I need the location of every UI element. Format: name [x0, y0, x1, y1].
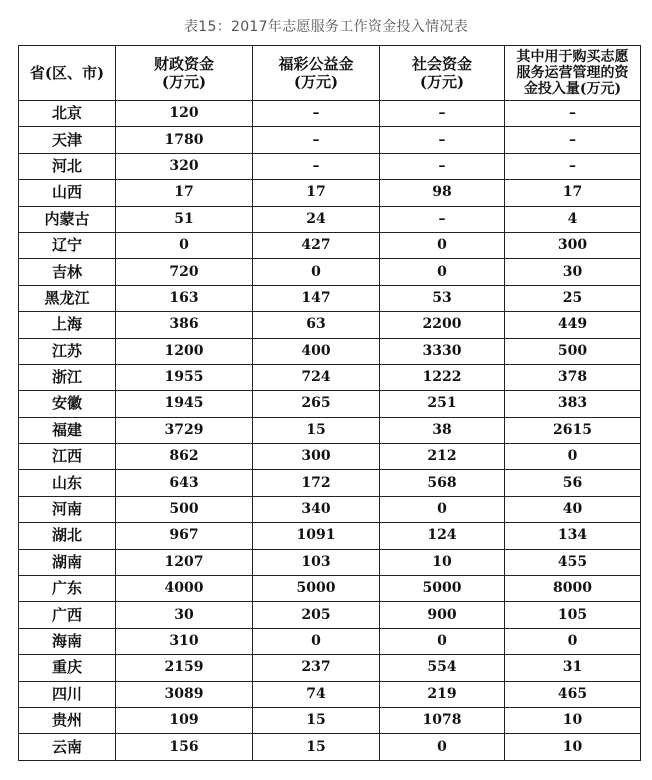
- cell-purchase-funds: 465: [505, 681, 641, 707]
- table-row: [19, 391, 641, 417]
- cell-purchase-funds: 383: [505, 391, 641, 417]
- cell-social-funds: 219: [380, 681, 505, 707]
- header-row: [19, 46, 641, 101]
- cell-province: 四川: [19, 681, 116, 707]
- header-lottery-funds: [253, 46, 380, 101]
- cell-province: 湖北: [19, 523, 116, 549]
- cell-fiscal-funds: 310: [116, 628, 253, 654]
- cell-fiscal-funds: 967: [116, 523, 253, 549]
- cell-purchase-funds: 455: [505, 549, 641, 575]
- cell-province: 内蒙古: [19, 206, 116, 232]
- cell-province: 重庆: [19, 655, 116, 681]
- cell-fiscal-funds: 30: [116, 602, 253, 628]
- cell-fiscal-funds: 109: [116, 707, 253, 733]
- cell-social-funds: –: [380, 101, 505, 127]
- cell-social-funds: –: [380, 127, 505, 153]
- table-row: [19, 259, 641, 285]
- cell-fiscal-funds: 1200: [116, 338, 253, 364]
- cell-province: 江西: [19, 444, 116, 470]
- cell-province: 浙江: [19, 364, 116, 390]
- cell-province: 贵州: [19, 707, 116, 733]
- cell-social-funds: 5000: [380, 576, 505, 602]
- cell-social-funds: 53: [380, 285, 505, 311]
- cell-lottery-funds: 74: [253, 681, 380, 707]
- cell-purchase-funds: 10: [505, 734, 641, 760]
- cell-fiscal-funds: 643: [116, 470, 253, 496]
- table-row: [19, 206, 641, 232]
- cell-social-funds: 124: [380, 523, 505, 549]
- cell-fiscal-funds: 862: [116, 444, 253, 470]
- cell-social-funds: 38: [380, 417, 505, 443]
- cell-social-funds: 0: [380, 232, 505, 258]
- cell-fiscal-funds: 0: [116, 232, 253, 258]
- table-row: [19, 127, 641, 153]
- cell-social-funds: 3330: [380, 338, 505, 364]
- cell-fiscal-funds: 51: [116, 206, 253, 232]
- cell-social-funds: 2200: [380, 312, 505, 338]
- cell-fiscal-funds: 163: [116, 285, 253, 311]
- table-row: [19, 602, 641, 628]
- cell-lottery-funds: 147: [253, 285, 380, 311]
- cell-lottery-funds: 0: [253, 628, 380, 654]
- table-row: [19, 364, 641, 390]
- header-purchase-funds: [505, 46, 641, 101]
- cell-fiscal-funds: 2159: [116, 655, 253, 681]
- table-row: [19, 681, 641, 707]
- cell-purchase-funds: 300: [505, 232, 641, 258]
- cell-fiscal-funds: 386: [116, 312, 253, 338]
- cell-purchase-funds: 25: [505, 285, 641, 311]
- table-row: [19, 232, 641, 258]
- table-row: [19, 470, 641, 496]
- cell-social-funds: 98: [380, 180, 505, 206]
- table-row: [19, 417, 641, 443]
- cell-province: 湖南: [19, 549, 116, 575]
- cell-province: 广东: [19, 576, 116, 602]
- cell-province: 福建: [19, 417, 116, 443]
- cell-lottery-funds: 1091: [253, 523, 380, 549]
- cell-social-funds: –: [380, 153, 505, 179]
- cell-province: 北京: [19, 101, 116, 127]
- table-row: [19, 180, 641, 206]
- header-purchase-funds-line-2: 服务运营管理的资: [516, 65, 629, 81]
- cell-lottery-funds: 205: [253, 602, 380, 628]
- cell-province: 山东: [19, 470, 116, 496]
- table-row: [19, 655, 641, 681]
- header-social-funds-unit: (万元): [419, 73, 465, 91]
- cell-purchase-funds: 30: [505, 259, 641, 285]
- cell-lottery-funds: 724: [253, 364, 380, 390]
- cell-lottery-funds: 172: [253, 470, 380, 496]
- cell-province: 辽宁: [19, 232, 116, 258]
- cell-purchase-funds: 2615: [505, 417, 641, 443]
- cell-purchase-funds: 0: [505, 628, 641, 654]
- cell-province: 江苏: [19, 338, 116, 364]
- table-row: [19, 153, 641, 179]
- cell-lottery-funds: –: [253, 127, 380, 153]
- cell-fiscal-funds: 320: [116, 153, 253, 179]
- cell-fiscal-funds: 156: [116, 734, 253, 760]
- cell-fiscal-funds: 4000: [116, 576, 253, 602]
- cell-fiscal-funds: 3729: [116, 417, 253, 443]
- cell-lottery-funds: 15: [253, 734, 380, 760]
- cell-lottery-funds: 340: [253, 496, 380, 522]
- cell-purchase-funds: 8000: [505, 576, 641, 602]
- cell-lottery-funds: 0: [253, 259, 380, 285]
- table-caption: 表15：2017年志愿服务工作资金投入情况表: [183, 19, 469, 35]
- cell-social-funds: –: [380, 206, 505, 232]
- cell-lottery-funds: 5000: [253, 576, 380, 602]
- cell-purchase-funds: –: [505, 101, 641, 127]
- cell-social-funds: 10: [380, 549, 505, 575]
- cell-social-funds: 568: [380, 470, 505, 496]
- table-row: [19, 628, 641, 654]
- funding-table: [18, 45, 641, 761]
- header-social-funds-line: 社会资金: [411, 55, 472, 73]
- cell-province: 河北: [19, 153, 116, 179]
- cell-purchase-funds: 56: [505, 470, 641, 496]
- cell-purchase-funds: 17: [505, 180, 641, 206]
- table-row: [19, 549, 641, 575]
- cell-purchase-funds: 4: [505, 206, 641, 232]
- cell-lottery-funds: 17: [253, 180, 380, 206]
- cell-purchase-funds: 10: [505, 707, 641, 733]
- cell-fiscal-funds: 120: [116, 101, 253, 127]
- cell-province: 云南: [19, 734, 116, 760]
- table-row: [19, 101, 641, 127]
- cell-fiscal-funds: 500: [116, 496, 253, 522]
- cell-province: 海南: [19, 628, 116, 654]
- table-row: [19, 285, 641, 311]
- cell-social-funds: 1222: [380, 364, 505, 390]
- cell-lottery-funds: 63: [253, 312, 380, 338]
- cell-fiscal-funds: 1945: [116, 391, 253, 417]
- cell-purchase-funds: 0: [505, 444, 641, 470]
- cell-lottery-funds: 103: [253, 549, 380, 575]
- cell-purchase-funds: 449: [505, 312, 641, 338]
- cell-purchase-funds: 378: [505, 364, 641, 390]
- cell-lottery-funds: 237: [253, 655, 380, 681]
- cell-purchase-funds: –: [505, 153, 641, 179]
- cell-lottery-funds: 427: [253, 232, 380, 258]
- header-lottery-funds-unit: (万元): [293, 73, 339, 91]
- cell-fiscal-funds: 3089: [116, 681, 253, 707]
- header-fiscal-funds: [116, 46, 253, 101]
- cell-social-funds: 554: [380, 655, 505, 681]
- cell-social-funds: 0: [380, 628, 505, 654]
- cell-lottery-funds: –: [253, 153, 380, 179]
- header-lottery-funds-line: 福彩公益金: [278, 55, 354, 73]
- cell-lottery-funds: –: [253, 101, 380, 127]
- table-row: [19, 576, 641, 602]
- cell-fiscal-funds: 17: [116, 180, 253, 206]
- table-body: [19, 101, 641, 761]
- table-row: [19, 338, 641, 364]
- cell-purchase-funds: 31: [505, 655, 641, 681]
- cell-purchase-funds: 134: [505, 523, 641, 549]
- cell-fiscal-funds: 1780: [116, 127, 253, 153]
- header-social-funds: [380, 46, 505, 101]
- cell-province: 河南: [19, 496, 116, 522]
- header-fiscal-funds-unit: (万元): [161, 73, 207, 91]
- header-purchase-funds-line-1: 其中用于购买志愿: [516, 49, 629, 65]
- cell-province: 山西: [19, 180, 116, 206]
- cell-social-funds: 900: [380, 602, 505, 628]
- cell-fiscal-funds: 1955: [116, 364, 253, 390]
- table-row: [19, 707, 641, 733]
- cell-social-funds: 251: [380, 391, 505, 417]
- table-row: [19, 523, 641, 549]
- header-fiscal-funds-line: 财政资金: [153, 55, 214, 73]
- cell-lottery-funds: 400: [253, 338, 380, 364]
- header-purchase-funds-line-3: 金投入量(万元): [523, 81, 622, 97]
- cell-social-funds: 212: [380, 444, 505, 470]
- cell-lottery-funds: 300: [253, 444, 380, 470]
- cell-lottery-funds: 15: [253, 417, 380, 443]
- cell-lottery-funds: 24: [253, 206, 380, 232]
- cell-province: 天津: [19, 127, 116, 153]
- cell-purchase-funds: 500: [505, 338, 641, 364]
- cell-province: 黑龙江: [19, 285, 116, 311]
- cell-lottery-funds: 265: [253, 391, 380, 417]
- cell-province: 安徽: [19, 391, 116, 417]
- table-row: [19, 444, 641, 470]
- cell-province: 上海: [19, 312, 116, 338]
- cell-province: 广西: [19, 602, 116, 628]
- cell-purchase-funds: 40: [505, 496, 641, 522]
- cell-purchase-funds: –: [505, 127, 641, 153]
- cell-social-funds: 0: [380, 259, 505, 285]
- cell-province: 吉林: [19, 259, 116, 285]
- cell-social-funds: 1078: [380, 707, 505, 733]
- cell-purchase-funds: 105: [505, 602, 641, 628]
- table-row: [19, 734, 641, 760]
- cell-fiscal-funds: 1207: [116, 549, 253, 575]
- header-province: [19, 46, 116, 101]
- header-province-line: 省(区、市): [29, 64, 105, 82]
- cell-fiscal-funds: 720: [116, 259, 253, 285]
- table-row: [19, 312, 641, 338]
- table-row: [19, 496, 641, 522]
- cell-lottery-funds: 15: [253, 707, 380, 733]
- cell-social-funds: 0: [380, 734, 505, 760]
- cell-social-funds: 0: [380, 496, 505, 522]
